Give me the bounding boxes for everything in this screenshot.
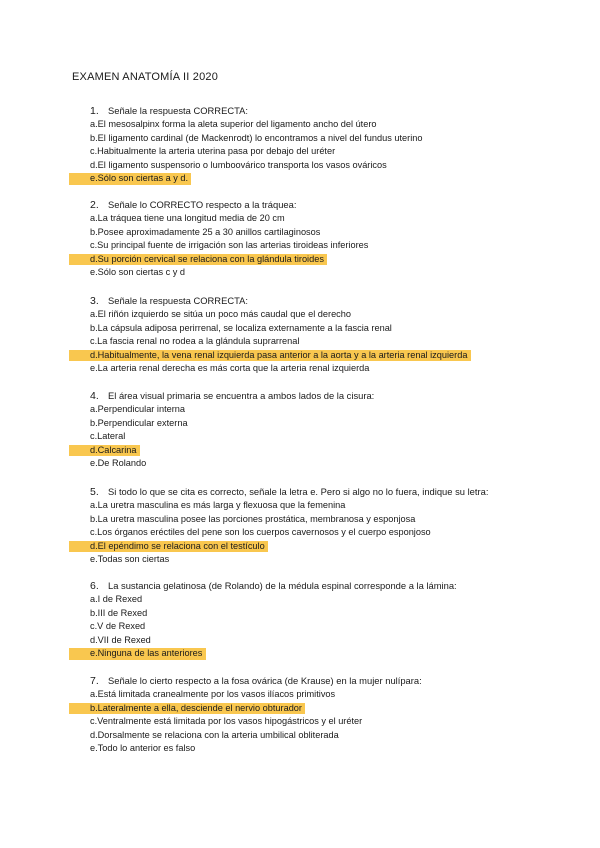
- option-text: La uretra masculina es más larga y flexuosa que la femenina: [97, 500, 346, 510]
- answer-option: [72, 322, 570, 336]
- option-letter: d.: [90, 444, 98, 455]
- correct-answer-option: [72, 349, 570, 363]
- question-stem: [90, 674, 570, 688]
- option-text: Perpendicular externa: [97, 417, 188, 428]
- option-text: La cápsula adiposa perirrenal, se localiza externamente a la fascia renal: [97, 322, 392, 333]
- question-1: [90, 104, 570, 186]
- question-stem: [90, 389, 570, 403]
- question-4: [90, 389, 570, 471]
- question-text: Señale lo CORRECTO respecto a la tráquea:: [108, 199, 297, 210]
- question-number: 3.: [90, 295, 99, 307]
- option-letter: c.: [90, 621, 98, 631]
- question-number: 1.: [90, 105, 99, 117]
- answer-option: [72, 417, 570, 431]
- option-letter: d.: [90, 349, 98, 360]
- option-text: I de Rexed: [97, 594, 143, 604]
- question-text: Señale la respuesta CORRECTA:: [108, 295, 248, 306]
- option-text: El riñón izquierdo se sitúa un poco más caudal que el derecho: [97, 309, 351, 319]
- option-text: Sólo son ciertas c y d: [97, 267, 185, 277]
- option-letter: c.: [90, 336, 98, 346]
- question-text: El área visual primaria se encuentra a ambos lados de la cisura:: [108, 390, 375, 401]
- option-text: Su porción cervical se relaciona con la glándula tiroides: [97, 253, 324, 264]
- question-number: 2.: [90, 199, 99, 211]
- option-letter: e.: [90, 743, 98, 753]
- option-letter: e.: [90, 173, 98, 183]
- option-letter: a.: [90, 594, 98, 604]
- answer-option: [72, 742, 570, 756]
- option-text: Ventralmente está limitada por los vasos hipogástricos y el uréter: [97, 716, 363, 726]
- answer-option: [72, 145, 570, 159]
- answer-option: [72, 132, 570, 146]
- question-stem: [90, 104, 570, 118]
- option-letter: c.: [90, 146, 98, 156]
- option-text: De Rolando: [97, 458, 147, 468]
- answer-option: [72, 593, 570, 607]
- answer-option: [72, 729, 570, 743]
- correct-answer-option: [72, 172, 570, 186]
- option-text: El epéndimo se relaciona con el testículo: [97, 540, 265, 551]
- answer-option: [72, 553, 570, 567]
- option-letter: b.: [90, 513, 98, 524]
- option-text: Todo lo anterior es falso: [97, 743, 196, 753]
- answer-option: [72, 335, 570, 349]
- answer-option: [72, 526, 570, 540]
- answer-option: [72, 266, 570, 280]
- question-text: La sustancia gelatinosa (de Rolando) de la médula espinal corresponde a la lámina:: [108, 580, 457, 591]
- option-letter: d.: [90, 634, 98, 645]
- question-2: [90, 198, 570, 280]
- option-letter: a.: [90, 404, 98, 414]
- question-stem: [90, 198, 570, 212]
- option-text: Habitualmente la arteria uterina pasa por debajo del uréter: [97, 146, 336, 156]
- answer-option: [72, 239, 570, 253]
- option-text: El ligamento suspensorio o lumboovárico transporta los vasos ováricos: [97, 159, 387, 170]
- option-text: La arteria renal derecha es más corta que la arteria renal izquierda: [97, 363, 370, 373]
- option-letter: b.: [90, 702, 98, 713]
- option-text: La uretra masculina posee las porciones prostática, membranosa y esponjosa: [97, 513, 416, 524]
- answer-option: [72, 403, 570, 417]
- option-letter: c.: [90, 716, 98, 726]
- option-letter: e.: [90, 458, 98, 468]
- question-stem: [90, 579, 570, 593]
- answer-option: [72, 620, 570, 634]
- option-letter: b.: [90, 322, 98, 333]
- option-text: El ligamento cardinal (de Mackenrodt) lo encontramos a nivel del fundus uterino: [97, 132, 423, 143]
- correct-answer-option: [72, 253, 570, 267]
- option-text: VII de Rexed: [97, 634, 151, 645]
- question-6: [90, 579, 570, 661]
- answer-option: [72, 212, 570, 226]
- option-letter: b.: [90, 132, 98, 143]
- correct-answer-option: [72, 444, 570, 458]
- option-letter: c.: [90, 240, 98, 250]
- option-text: La tráquea tiene una longitud media de 20 cm: [97, 213, 285, 223]
- option-text: Está limitada cranealmente por los vasos ilíacos primitivos: [97, 689, 336, 699]
- option-text: Dorsalmente se relaciona con la arteria umbilical obliterada: [97, 729, 339, 740]
- option-letter: a.: [90, 309, 98, 319]
- answer-option: [72, 607, 570, 621]
- option-text: III de Rexed: [97, 607, 148, 618]
- answer-option: [72, 430, 570, 444]
- answer-option: [72, 362, 570, 376]
- correct-answer-option: [72, 702, 570, 716]
- answer-option: [72, 688, 570, 702]
- option-letter: a.: [90, 213, 98, 223]
- option-letter: b.: [90, 417, 98, 428]
- option-letter: a.: [90, 119, 98, 129]
- option-text: Lateralmente a ella, desciende el nervio obturador: [97, 702, 302, 713]
- option-text: Perpendicular interna: [97, 404, 186, 414]
- option-letter: c.: [90, 431, 98, 441]
- answer-option: [72, 715, 570, 729]
- question-stem: [90, 294, 570, 308]
- option-text: Su principal fuente de irrigación son las arterias tiroideas inferiores: [97, 240, 369, 250]
- answer-option: [72, 513, 570, 527]
- answer-option: [72, 499, 570, 513]
- answer-option: [72, 118, 570, 132]
- option-letter: a.: [90, 689, 98, 699]
- option-text: Posee aproximadamente 25 a 30 anillos cartilaginosos: [97, 226, 321, 237]
- answer-option: [72, 226, 570, 240]
- answer-option: [72, 634, 570, 648]
- page-title: EXAMEN ANATOMÍA II 2020: [72, 71, 219, 83]
- question-7: [90, 674, 570, 756]
- option-letter: d.: [90, 540, 98, 551]
- question-3: [90, 294, 570, 376]
- option-text: Calcarina: [97, 444, 137, 455]
- question-number: 6.: [90, 580, 99, 592]
- option-letter: c.: [90, 527, 98, 537]
- question-number: 7.: [90, 675, 99, 687]
- option-text: Sólo son ciertas a y d.: [97, 173, 189, 183]
- option-text: Los órganos eréctiles del pene son los cuerpos cavernosos y el cuerpo esponjoso: [97, 527, 431, 537]
- option-letter: d.: [90, 159, 98, 170]
- answer-option: [72, 308, 570, 322]
- option-letter: b.: [90, 226, 98, 237]
- correct-answer-option: [72, 540, 570, 554]
- question-5: [90, 485, 570, 567]
- correct-answer-option: [72, 647, 570, 661]
- option-letter: e.: [90, 554, 98, 564]
- option-letter: e.: [90, 648, 98, 658]
- option-letter: b.: [90, 607, 98, 618]
- option-text: V de Rexed: [97, 621, 146, 631]
- question-text: Señale la respuesta CORRECTA:: [108, 105, 248, 116]
- option-text: Lateral: [97, 431, 126, 441]
- option-letter: d.: [90, 729, 98, 740]
- answer-option: [72, 159, 570, 173]
- question-text: Señale lo cierto respecto a la fosa ovárica (de Krause) en la mujer nulípara:: [108, 675, 422, 686]
- question-number: 5.: [90, 486, 99, 498]
- option-text: La fascia renal no rodea a la glándula suprarrenal: [97, 336, 300, 346]
- question-number: 4.: [90, 390, 99, 402]
- question-stem: [90, 485, 570, 499]
- option-text: Ninguna de las anteriores: [97, 648, 203, 658]
- option-text: Todas son ciertas: [97, 554, 170, 564]
- option-text: Habitualmente, la vena renal izquierda pasa anterior a la aorta y a la arteria renal izquierda: [97, 349, 468, 360]
- question-text: Si todo lo que se cita es correcto, señale la letra e. Pero si algo no lo fuera, indique su letra:: [108, 486, 489, 497]
- option-letter: d.: [90, 253, 98, 264]
- option-letter: a.: [90, 500, 98, 510]
- answer-option: [72, 457, 570, 471]
- option-letter: e.: [90, 267, 98, 277]
- option-letter: e.: [90, 363, 98, 373]
- option-text: El mesosalpinx forma la aleta superior del ligamento ancho del útero: [97, 119, 377, 129]
